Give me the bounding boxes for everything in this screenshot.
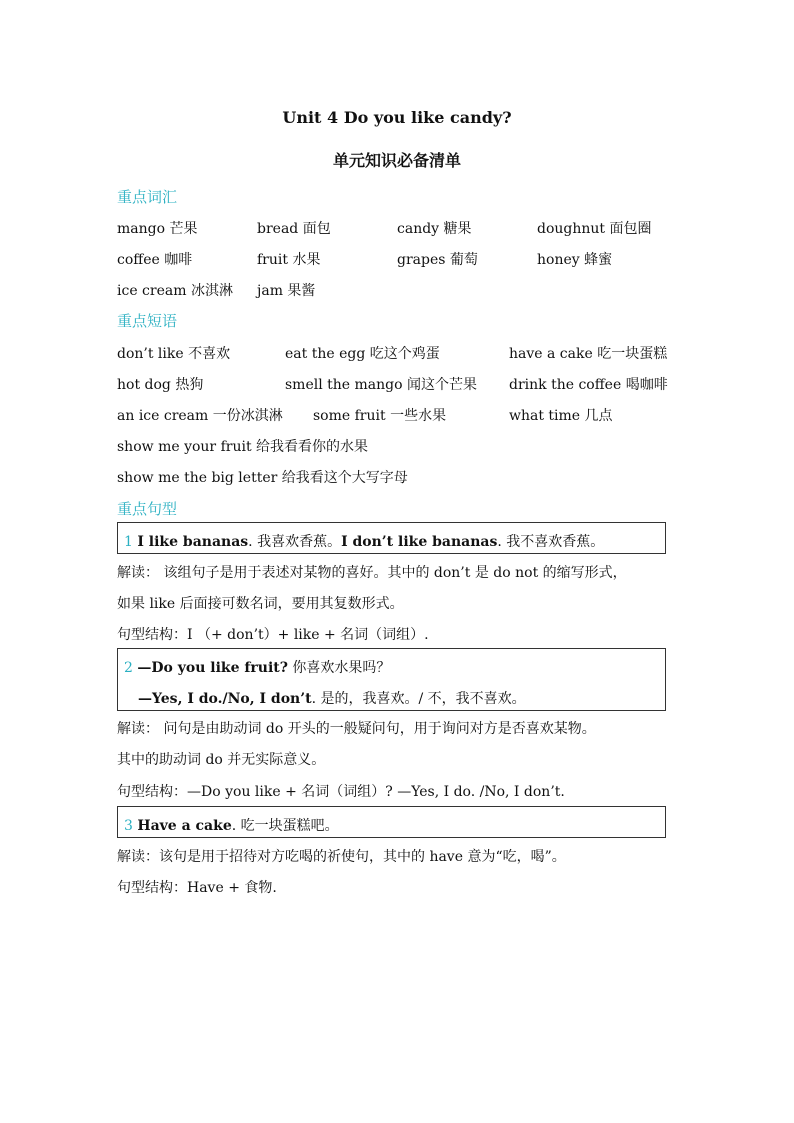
- phrase-item: an ice cream 一份冰淇淋: [117, 408, 283, 424]
- sentence-english: Have a cake: [137, 818, 232, 834]
- vocab-item: coffee 咖啡: [117, 252, 193, 268]
- sentence-english: —Do you like fruit?: [137, 660, 288, 676]
- vocab-item: grapes 葡萄: [397, 252, 478, 268]
- structure-text: 句型结构：Have + 食物.: [117, 880, 277, 896]
- sentence-row: [138, 688, 526, 708]
- vocab-item: bread 面包: [257, 221, 331, 237]
- sentence-row: [124, 531, 604, 551]
- section-heading-sentences: 重点句型: [117, 500, 178, 518]
- phrase-item: hot dog 热狗: [117, 377, 204, 393]
- sentence-number: 3: [124, 818, 133, 834]
- structure-text: 句型结构：I （+ don’t）+ like + 名词（词组）.: [117, 627, 429, 643]
- sentence-number: 1: [124, 534, 133, 550]
- sentence-chinese: 你喜欢水果吗？: [287, 660, 391, 676]
- sentence-box-2: [117, 648, 666, 711]
- vocab-item: ice cream 冰淇淋: [117, 283, 233, 299]
- explanation-text: 其中的助动词 do 并无实际意义。: [117, 752, 326, 768]
- section-heading-vocab: 重点词汇: [117, 188, 178, 206]
- structure-text: 句型结构：—Do you like + 名词（词组）? —Yes, I do. /No, I don’t.: [117, 784, 565, 800]
- sentence-row: [124, 657, 390, 677]
- sentence-row: [124, 815, 339, 835]
- explanation-text: 解读： 问句是由助动词 do 开头的一般疑问句，用于询问对方是否喜欢某物。: [117, 721, 596, 737]
- explanation-text: 解读：该句是用于招待对方吃喝的祈使句，其中的 have 意为“吃，喝”。: [117, 849, 566, 865]
- phrase-item: eat the egg 吃这个鸡蛋: [285, 346, 440, 362]
- sentence-chinese: . 吃一块蛋糕吧。: [231, 818, 339, 834]
- sentence-chinese: . 我不喜欢香蕉。: [497, 534, 605, 550]
- phrase-item: smell the mango 闻这个芒果: [285, 377, 478, 393]
- sentence-chinese: . 我喜欢香蕉。: [248, 534, 342, 550]
- phrase-item: some fruit 一些水果: [313, 408, 447, 424]
- section-heading-phrases: 重点短语: [117, 312, 178, 330]
- explanation-text: 解读： 该组句子是用于表述对某物的喜好。其中的 don’t 是 do not 的缩写形式，: [117, 565, 627, 581]
- phrase-item: have a cake 吃一块蛋糕: [509, 346, 668, 362]
- sentence-english: —Yes, I do./No, I don’t: [138, 691, 312, 707]
- sentence-number: 2: [124, 660, 133, 676]
- vocab-item: candy 糖果: [397, 221, 472, 237]
- unit-title: Unit 4 Do you like candy?: [282, 108, 512, 127]
- phrase-item: what time 几点: [509, 408, 613, 424]
- vocab-item: mango 芒果: [117, 221, 198, 237]
- sentence-chinese: . 是的，我喜欢。/ 不，我不喜欢。: [311, 691, 526, 707]
- phrase-item: show me the big letter 给我看这个大写字母: [117, 470, 408, 486]
- sentence-box-1: [117, 522, 666, 554]
- vocab-item: doughnut 面包圈: [537, 221, 652, 237]
- vocab-item: honey 蜂蜜: [537, 252, 613, 268]
- vocab-item: jam 果酱: [257, 283, 316, 299]
- vocab-item: fruit 水果: [257, 252, 321, 268]
- sentence-english: I like bananas: [137, 534, 249, 550]
- phrase-item: don’t like 不喜欢: [117, 346, 231, 362]
- phrase-item: drink the coffee 喝咖啡: [509, 377, 668, 393]
- sentence-english: I don’t like bananas: [341, 534, 498, 550]
- explanation-text: 如果 like 后面接可数名词，要用其复数形式。: [117, 596, 404, 612]
- phrase-item: show me your fruit 给我看看你的水果: [117, 439, 369, 455]
- page-subtitle: 单元知识必备清单: [332, 151, 461, 170]
- sentence-box-3: [117, 806, 666, 838]
